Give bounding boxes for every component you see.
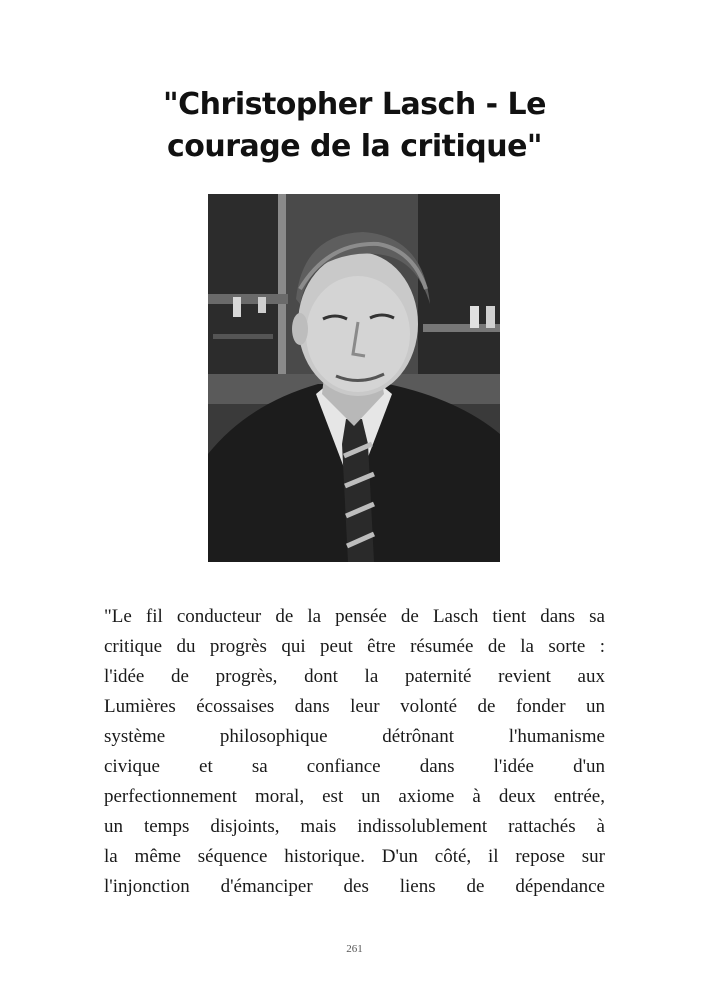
body-line-1: "Le fil conducteur de la pensée de Lasch tient dans sa	[104, 606, 605, 627]
body-paragraph	[104, 602, 605, 902]
body-line-7: perfectionnement moral, est un axiome à deux entrée,	[104, 786, 605, 807]
body-line-4: Lumières écossaises dans leur volonté de fonder un	[104, 696, 605, 717]
page-title	[100, 84, 609, 168]
title-line-2: courage de la critique"	[166, 129, 543, 164]
portrait-illustration	[208, 194, 500, 562]
body-line-8: un temps disjoints, mais indissolublement rattachés à	[104, 816, 605, 837]
title-line-1: "Christopher Lasch - Le	[163, 87, 546, 122]
portrait-photo	[208, 194, 500, 562]
body-line-2: critique du progrès qui peut être résumée de la sorte :	[104, 636, 605, 657]
body-line-9: la même séquence historique. D'un côté, il repose sur	[104, 846, 605, 867]
body-line-5: système philosophique détrônant l'humanisme	[104, 726, 605, 747]
body-line-6: civique et sa confiance dans l'idée d'un	[104, 756, 605, 777]
body-line-3: l'idée de progrès, dont la paternité revient aux	[104, 666, 605, 687]
page-number: 261	[346, 943, 363, 955]
body-line-10: l'injonction d'émanciper des liens de dépendance	[104, 876, 605, 897]
